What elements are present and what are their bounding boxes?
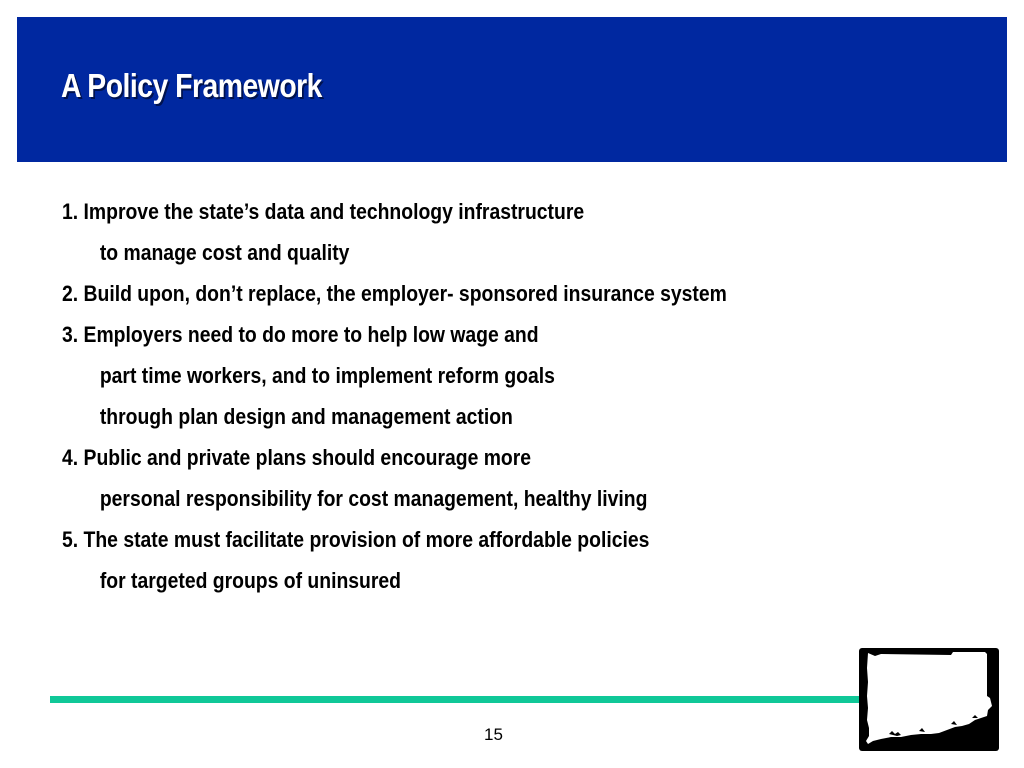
bullet-list xyxy=(62,195,818,605)
bullet-item-2: 2. Build upon, don’t replace, the employer- sponsored insurance system xyxy=(62,281,727,306)
bullet-item-5-continuation: for targeted groups of uninsured xyxy=(99,568,402,593)
connecticut-state-map-icon xyxy=(859,648,999,751)
footer-rule xyxy=(50,696,899,703)
state-map-shape xyxy=(859,648,999,751)
bullet-item-4: 4. Public and private plans should encourage more xyxy=(62,445,532,470)
page-number: 15 xyxy=(484,725,503,744)
bullet-item-3-continuation-1: part time workers, and to implement reform goals xyxy=(99,363,555,388)
bullet-item-5: 5. The state must facilitate provision of more affordable policies xyxy=(62,527,650,552)
bullet-item-4-continuation: personal responsibility for cost management, healthy living xyxy=(99,486,648,511)
bullet-item-3-continuation-2: through plan design and management action xyxy=(99,404,513,429)
state-map-outline xyxy=(866,652,992,744)
bullet-item-1: 1. Improve the state’s data and technology infrastructure xyxy=(62,199,585,224)
header-band xyxy=(17,17,1007,162)
bullet-item-3: 3. Employers need to do more to help low wage and xyxy=(62,322,539,347)
bullet-item-1-continuation: to manage cost and quality xyxy=(99,240,350,265)
slide-title: A Policy Framework xyxy=(61,67,322,104)
